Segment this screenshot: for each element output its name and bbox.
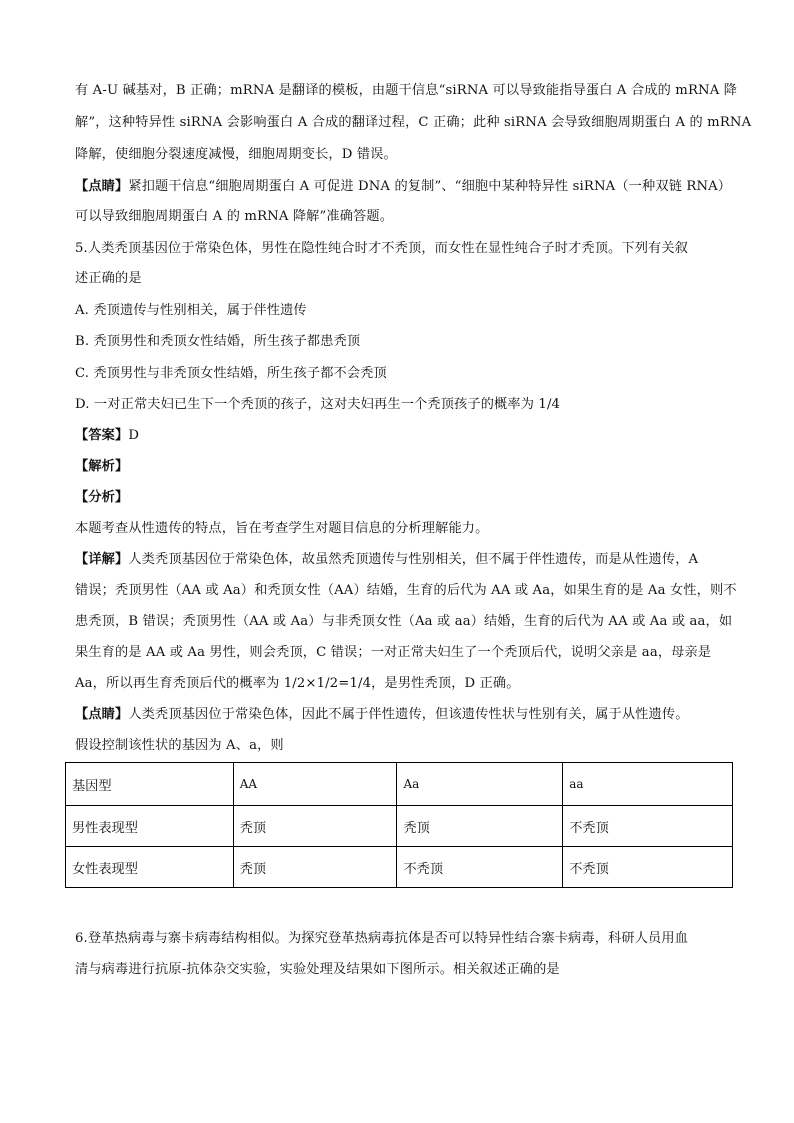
text-line	[75, 207, 735, 227]
line-text: 降解，使细胞分裂速度减慢，细胞周期变长，D 错误。	[75, 147, 397, 162]
table-cell: 不秃顶	[563, 847, 733, 888]
table-header-row	[66, 763, 733, 806]
section-label: 【分析】	[75, 490, 129, 505]
text-line	[75, 177, 735, 197]
table-cell: 秃顶	[233, 847, 397, 888]
table-cell: 男性表现型	[66, 806, 234, 847]
text-line	[75, 113, 752, 133]
option-b	[75, 332, 735, 352]
line-text: 果生育的是 AA 或 Aa 男性，则会秃顶，C 错误；一对正常夫妇生了一个秃顶后代，说明父亲是 aa，母亲是	[75, 645, 712, 660]
line-text: 清与病毒进行抗原-抗体杂交实验，实验处理及结果如下图所示。相关叙述正确的是	[75, 962, 560, 977]
table-header-cell: 基因型	[66, 763, 234, 806]
line-text: B. 秃顶男性和秃顶女性结婚，所生孩子都患秃顶	[75, 334, 361, 349]
section-label: 【点睛】	[75, 179, 129, 194]
section-label: 【答案】	[75, 428, 129, 443]
line-text: 患秃顶，B 错误；秃顶男性（AA 或 Aa）与非秃顶女性（Aa 或 aa）结婚，生育的后代为 AA 或 Aa 或 aa，如	[75, 614, 733, 629]
text-line	[75, 550, 735, 570]
text-line	[75, 81, 738, 101]
genotype-table	[65, 762, 733, 888]
table-cell: 不秃顶	[563, 806, 733, 847]
line-text: 有 A-U 碱基对，B 正确；mRNA 是翻译的模板，由题干信息“siRNA 可以导致能指导蛋白 A 合成的 mRNA 降	[75, 83, 738, 98]
line-text: D. 一对正常夫妇已生下一个秃顶的孩子，这对夫妇再生一个秃顶孩子的概率为 1/4	[75, 397, 561, 412]
table-row	[66, 806, 733, 847]
option-d	[75, 395, 735, 415]
table-cell: 不秃顶	[397, 847, 563, 888]
line-text: D	[128, 428, 140, 443]
text-line	[75, 960, 735, 980]
text-line	[75, 145, 735, 165]
line-text: 人类秃顶基因位于常染色体，因此不属于伴性遗传，但该遗传性状与性别有关，属于从性遗传。	[128, 707, 689, 722]
section-label: 【点睛】	[75, 707, 129, 722]
line-text: 可以导致细胞周期蛋白 A 的 mRNA 降解”准确答题。	[75, 209, 394, 224]
text-line	[75, 269, 735, 289]
line-text: C. 秃顶男性与非秃顶女性结婚，所生孩子都不会秃顶	[75, 366, 387, 381]
text-line	[75, 643, 735, 663]
analysis-heading	[75, 457, 735, 477]
table-header-cell: Aa	[397, 763, 563, 806]
text-line	[75, 612, 735, 632]
text-line	[75, 705, 735, 725]
question-6-stem	[75, 929, 735, 949]
line-text: 6.登革热病毒与寨卡病毒结构相似。为探究登革热病毒抗体是否可以特异性结合寨卡病毒，科研人员用血	[75, 931, 689, 946]
section-label: 【解析】	[75, 459, 129, 474]
line-text: 5.人类秃顶基因位于常染色体，男性在隐性纯合时才不秃顶，而女性在显性纯合子时才秃顶。下列有关叙	[75, 241, 689, 256]
option-a	[75, 301, 735, 321]
table-row	[66, 847, 733, 888]
table-cell: 女性表现型	[66, 847, 234, 888]
question-5-stem	[75, 239, 735, 259]
table-header-cell: AA	[233, 763, 397, 806]
answer-line	[75, 426, 735, 446]
option-c	[75, 364, 735, 384]
line-text: A. 秃顶遗传与性别相关，属于伴性遗传	[75, 303, 307, 318]
section-label: 【详解】	[75, 552, 129, 567]
line-text: 本题考查从性遗传的特点，旨在考查学生对题目信息的分析理解能力。	[75, 521, 489, 536]
fenxi-heading	[75, 488, 735, 508]
text-line	[75, 581, 735, 601]
line-text: 错误；秃顶男性（AA 或 Aa）和秃顶女性（AA）结婚，生育的后代为 AA 或 Aa，如果生育的是 Aa 女性，则不	[75, 583, 737, 598]
text-line	[75, 519, 735, 539]
text-line	[75, 674, 735, 694]
line-text: 假设控制该性状的基因为 A、a，则	[75, 738, 284, 753]
line-text: 述正确的是	[75, 271, 142, 286]
line-text: 解”，这种特异性 siRNA 会影响蛋白 A 合成的翻译过程，C 正确；此种 siRNA 会导致细胞周期蛋白 A 的 mRNA	[75, 115, 752, 130]
table-cell: 秃顶	[397, 806, 563, 847]
text-line	[75, 736, 735, 756]
table-header-cell: aa	[563, 763, 733, 806]
line-text: 人类秃顶基因位于常染色体，故虽然秃顶遗传与性别相关，但不属于伴性遗传，而是从性遗传，A	[128, 552, 699, 567]
table-cell: 秃顶	[233, 806, 397, 847]
line-text: 紧扣题干信息“细胞周期蛋白 A 可促进 DNA 的复制”、“细胞中某种特异性 siRNA（一种双链 RNA）	[128, 179, 732, 194]
line-text: Aa，所以再生育秃顶后代的概率为 1/2×1/2=1/4，是男性秃顶，D 正确。	[75, 676, 520, 691]
